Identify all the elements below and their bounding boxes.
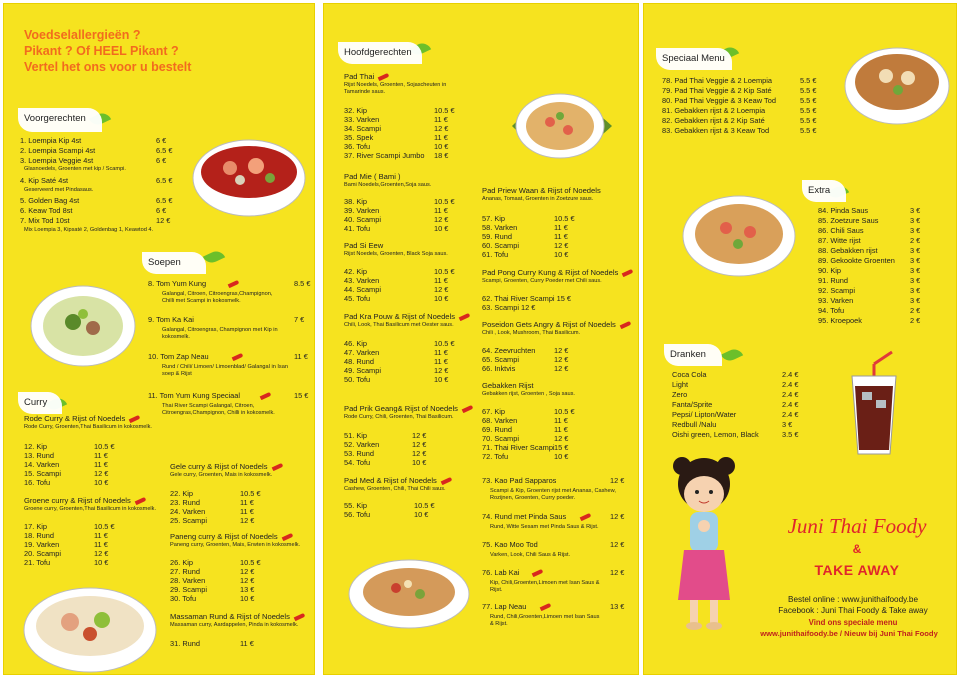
section-soepen: Soepen — [148, 257, 181, 268]
noodle-bowl-image — [842, 44, 952, 126]
special-menu-label: Vind ons speciale menu — [808, 618, 898, 627]
section-hoofdgerechten: Hoofdgerechten — [344, 47, 412, 58]
section-dranken: Dranken — [670, 349, 706, 360]
mascot-girl-image — [654, 454, 754, 638]
dish-description: Rijst Noedels, Groenten, Sojascheuten in Tamarinde saus. — [344, 82, 447, 95]
item-description: Galangal, Citroengras, Champignon met Kip in kokosmelk. — [162, 327, 278, 340]
brand-name: Juni Thai Foody — [787, 514, 927, 538]
dish-title: Poseidon Gets Angry & Rijst of Noedels — [482, 320, 631, 330]
take-away-label: TAKE AWAY — [814, 562, 900, 578]
dish-description: Ananas, Tomaat, Groenten in Zoetzure saus. — [482, 196, 594, 202]
chili-icon — [129, 415, 141, 423]
allergy-line-3: Vertel het ons voor u bestelt — [24, 60, 192, 74]
chili-icon — [271, 463, 283, 471]
cashew-plate-image — [344, 554, 474, 634]
left-panel: Voedselallergieën ? Pikant ? Of HEEL Pikant ? Vertel het ons voor u bestelt Voorgerechten 1. Loempia Kip 4st 6 € 2. Loempia Scampi 4st 6.5 € 3. Loempia Veggie 4st 6 € Glasnoedels, Groenten met kip / Scampi. 4. Kip Saté 4st 6.5 € Geserveerd met Pindasaus. 5. Golden Bag 4st 6.5 € 6. Keaw Tod 8st 6 € 7. Mix Tod 10st 12 € Mix Loempia 3, Kipsaté 2, Goldenbag 1, Keawtod 4. Soepen 8. Tom Yum Kung 8.5 € Galangal, Citroen, Citroengras,Champignon, Chilli met Scampi in kokosmelk. 9. Tom Ka Kai 7 € Galangal, Citroengras, Champignon met Kip in kokosmelk. 10. Tom Zap Neau 11 € Rund / Chili/ Limoen/ Limoenblad/ Galangal in Isan soep & Rijst 11. Tom Yum Kung Speciaal 15 € Thai River Scampi Galangal, Citroen, Citroengras,Champignon, Chilli in kokosmelk. Curry Rode Curry & Rijst of Noedels Rode Curry, Groenten,Thai Basilicum in kokosmelk. 12. Kip 10.5 € 13. Rund 11 € 14. Varken 11 € 15. Scampi 12 € 16. Tofu 10 € Groene curry & Rijst of Noedels Groene curry, Groenten,Thai Basilicum in kokosmelk. 17. Kip 10.5 € 18. Rund 11 € 19. Varken 11 € 20. Scampi 12 € 21. Tofu 10 € Gele curry & Rijst of Noedels Gele curry, Groenten, Mais in kokosmelk. 22. Kip 10.5 € 23. Rund 11 € 24. Varken 11 € 25. Scampi 12 € Paneng curry & Rijst of Noedels Paneng curry, Groenten, Mais, Erwten in kokosmelk. 26. Kip 10.5 € 27. Rund 12 € 28. Varken 12 € 29. Scampi 13 € 30. Tofu 10 € Massaman Rund & Rijst of Noedels Massaman curry, Aardappelen, Pinda in kokosmelk. 31. Rund 11 € — [3, 3, 315, 675]
dish-title: Pad Pong Curry Kung & Rijst of Noedels — [482, 268, 633, 278]
order-online-link[interactable]: Bestel online : www.junithaifoody.be — [787, 595, 918, 604]
dish-title: Pad Prik Geang& Rijst of Noedels — [344, 404, 473, 414]
chili-icon — [294, 613, 306, 621]
dish-description: Chili, Look, Thai Basilicum met Oester saus. — [344, 322, 454, 328]
dish-description: Scampi, Groenten, Curry Poeder met Chili saus. — [482, 278, 602, 284]
dish-title: Groene curry & Rijst of Noedels — [24, 496, 146, 506]
pad-thai-image — [502, 86, 618, 168]
section-extra: Extra — [808, 185, 831, 196]
dish-description: Rode Curry, Groenten,Thai Basilicum in kokosmelk. — [24, 424, 152, 430]
chili-icon — [622, 269, 634, 277]
middle-panel: Hoofdgerechten Pad Thai Rijst Noedels, Groenten, Sojascheuten in Tamarinde saus. 32. Kip 10.5 € 33. Varken 11 € 34. Scampi 12 € 35. Spek 11 € 36. Tofu 10 € 37. River Scampi Jumbo 18 € Pad Mie ( Bami ) Bami Noedels,Groenten,Soja saus. 38. Kip 10.5 € 39. Varken 11 € 40. Scampi 12 € 41. Tofu 10 € Pad Si Eew Rijst Noedels, Groenten, Black Soja saus. 42. Kip 10.5 € 43. Varken 11 € 44. Scampi 12 € 45. Tofu 10 € Pad Kra Pouw & Rijst of Noedels Chili, Look, Thai Basilicum met Oester saus. 46. Kip 10.5 € 47. Varken 11 € 48. Rund 11 € 49. Scampi 12 € 50. Tofu 10 € Pad Prik Geang& Rijst of Noedels Rode Curry, Chili, Groenten, Thai Basilicum. 51. Kip 12 € 52. Varken 12 € 53. Rund 12 € 54. Tofu 10 € Pad Med & Rijst of Noedels Cashew, Groenten, Chili, Thai Chili saus. 55. Kip 10.5 € 56. Tofu 10 € Pad Priew Waan & Rijst of Noedels Ananas, Tomaat, Groenten in Zoetzure saus. 57. Kip 10.5 € 58. Varken 11 € 59. Rund 11 € 60. Scampi 12 € 61. Tofu 10 € Pad Pong Curry Kung & Rijst of Noedels Scampi, Groenten, Curry Poeder met Chili saus. 62. Thai River Scampi 15 € 63. Scampi 12 € Poseidon Gets Angry & Rijst of Noedels Chili , Look, Mushroom, Thai Basilicum. 64. Zeevruchten 12 € 65. Scampi 12 € 66. Inktvis 12 € Gebakken Rijst Gebakken rijst, Groenten , Soja saus. 67. Kip 10.5 € 68. Varken 11 € 69. Rund 11 € 70. Scampi 12 € 71. Thai River Scampi 15 € 72. Tofu 10 € 73. Kao Pad Sapparos 12 € Scampi & Kip, Groenten rijst met Ananas, Cashew, Rozijnen, Groenten, Curry poeder. 74. Rund met Pinda Saus 12 € Rund, Witte Sesam met Pinda Saus & Rijst. 75. Kao Moo Tod 12 € Varken, Look, Chili Saus & Rijst. 76. Lab Kai 12 € Kip, Chili,Groenten,Limoen met Isan Saus & Rijst. 77. Lap Neau 13 € Rund, Chili,Groenten,Limoen met Isan Saus & Rijst. — [323, 3, 639, 675]
dish-description: Chili , Look, Mushroom, Thai Basilicum. — [482, 330, 581, 336]
dish-description: Massaman curry, Aardappelen, Pinda in kokosmelk. — [170, 622, 299, 628]
noodle-soup-image — [20, 582, 160, 674]
dish-description: Rijst Noedels, Groenten, Black Soja saus. — [344, 251, 448, 257]
dish-description: Gele curry, Groenten, Mais in kokosmelk. — [170, 472, 273, 478]
chili-icon — [532, 569, 544, 577]
chili-icon — [260, 392, 272, 400]
allergy-line-1: Voedselallergieën ? — [24, 28, 141, 42]
chili-icon — [462, 405, 474, 413]
dish-title: Gebakken Rijst — [482, 381, 534, 390]
dish-title: Pad Si Eew — [344, 241, 384, 250]
item-description: Mix Loempia 3, Kipsaté 2, Goldenbag 1, Keawtod 4. — [24, 227, 154, 233]
tom-yum-bowl-image — [190, 136, 308, 218]
chili-icon — [580, 513, 592, 521]
allergy-line-2: Pikant ? Of HEEL Pikant ? — [24, 44, 179, 58]
dish-title: Gele curry & Rijst of Noedels — [170, 462, 283, 472]
dish-title: Pad Kra Pouw & Rijst of Noedels — [344, 312, 470, 322]
item-description: Kip, Chili,Groenten,Limoen met Isan Saus & Rijst. — [490, 580, 600, 593]
chili-icon — [378, 73, 390, 81]
dish-title: Pad Mie ( Bami ) — [344, 172, 401, 181]
item-description: Rund, Witte Sesam met Pinda Saus & Rijst. — [490, 524, 599, 530]
dish-title: Rode Curry & Rijst of Noedels — [24, 414, 140, 424]
right-panel: Speciaal Menu 78. Pad Thai Veggie & 2 Loempia 5.5 € 79. Pad Thai Veggie & 2 Kip Saté 5.5 € 80. Pad Thai Veggie & 3 Keaw Tod 5.5 € 81. Gebakken rijst & 2 Loempia 5.5 € 82. Gebakken rijst & 2 Kip Saté 5.5 € 83. Gebakken rijst & 3 Keaw Tod 5.5 € Extra 84. Pinda Saus 3 € 85. Zoetzure Saus 3 € 86. Chili Saus 3 € 87. Witte rijst 2 € 88. Gebakken rijst 3 € 89. Gekookte Groenten 3 € 90. Kip 3 € 91. Rund 3 € 92. Scampi 3 € 93. Varken 3 € 94. Tofu 2 € 95. Kroepoek 2 € Dranken Coca Cola 2.4 € Light 2.4 € Zero 2.4 € Fanta/Sprite 2.4 € Pepsi/ Lipton/Water 2.4 € Redbull /Nalu 3 € Oishi green, Lemon, Black 3.5 € Juni Thai Foody & TAKE AWAY Bestel online : www.junithaifoody.be Facebook : Juni Thai Foody & Take away Vind ons speciale menu www.junithaifoody.be / Nieuw bij Juni Thai Foody — [643, 3, 957, 675]
item-description: Geserveerd met Pindasaus. — [24, 187, 94, 193]
noodle-plate-image — [680, 192, 798, 280]
dish-description: Gebakken rijst, Groenten , Soja saus. — [482, 391, 575, 397]
dish-description: Bami Noedels,Groenten,Soja saus. — [344, 182, 432, 188]
chili-icon — [228, 280, 240, 288]
dish-title: Paneng curry & Rijst of Noedels — [170, 532, 293, 542]
dish-description: Paneng curry, Groenten, Mais, Erwten in kokosmelk. — [170, 542, 301, 548]
menu-item: 63. Scampi 12 € — [482, 303, 536, 312]
section-curry: Curry — [24, 397, 48, 408]
menu-item: 62. Thai River Scampi 15 € — [482, 294, 572, 303]
dish-description: Cashew, Groenten, Chili, Thai Chili saus. — [344, 486, 446, 492]
chili-icon — [281, 533, 293, 541]
leaf-icon — [721, 346, 743, 364]
facebook-link[interactable]: Facebook : Juni Thai Foody & Take away — [778, 606, 928, 615]
section-voorgerechten: Voorgerechten — [24, 113, 86, 124]
chili-icon — [232, 353, 244, 361]
chili-icon — [459, 313, 471, 321]
dish-title: Pad Thai — [344, 72, 389, 82]
item-description: Rund, Chili,Groenten,Limoen met Isan Saus & Rijst. — [490, 614, 600, 627]
item-description: Thai River Scampi Galangal, Citroen, Citroengras,Champignon, Chilli in kokosmelk. — [162, 403, 275, 416]
cola-glass-image — [844, 350, 904, 460]
item-description: Glasnoedels, Groenten met kip / Scampi. — [24, 166, 126, 172]
website-link[interactable]: www.junithaifoody.be / Nieuw bij Juni Thai Foody — [760, 629, 938, 638]
section-speciaal-menu: Speciaal Menu — [662, 53, 725, 64]
dish-description: Rode Curry, Chili, Groenten, Thai Basilicum. — [344, 414, 454, 420]
leaf-icon — [203, 248, 225, 266]
item-description: Galangal, Citroen, Citroengras,Champignon, Chilli met Scampi in kokosmelk. — [162, 291, 273, 304]
chili-icon — [134, 497, 146, 505]
dish-title: Pad Priew Waan & Rijst of Noedels — [482, 186, 601, 195]
chili-icon — [619, 321, 631, 329]
green-curry-image — [28, 282, 138, 370]
item-description: Rund / Chili/ Limoen/ Limoenblad/ Galangal in Isan soep & Rijst — [162, 364, 288, 377]
chili-icon — [540, 603, 552, 611]
dish-title: Massaman Rund & Rijst of Noedels — [170, 612, 305, 622]
chili-icon — [441, 477, 453, 485]
item-description: Varken, Look, Chili Saus & Rijst. — [490, 552, 571, 558]
dish-description: Groene curry, Groenten,Thai Basilicum in kokosmelk. — [24, 506, 157, 512]
dish-title: Pad Med & Rijst of Noedels — [344, 476, 452, 486]
item-description: Scampi & Kip, Groenten rijst met Ananas, Cashew, Rozijnen, Groenten, Curry poeder. — [490, 488, 616, 501]
brand-ampersand: & — [852, 542, 862, 556]
